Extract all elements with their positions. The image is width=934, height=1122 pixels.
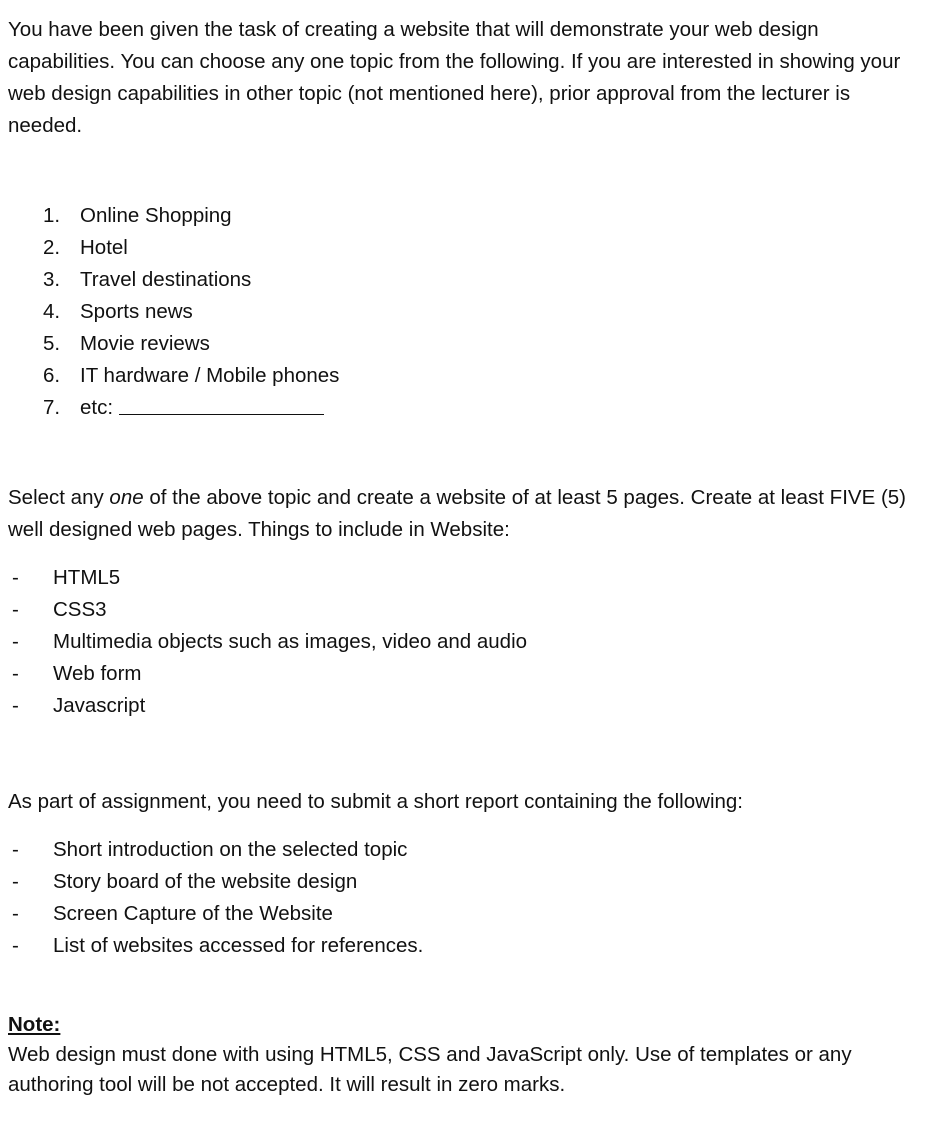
topic-label: etc: bbox=[80, 396, 114, 419]
requirement-label: CSS3 bbox=[53, 598, 107, 621]
dash-bullet: - bbox=[12, 630, 19, 653]
list-item bbox=[43, 200, 339, 232]
list-number: 2. bbox=[43, 236, 61, 259]
list-item bbox=[43, 360, 339, 392]
list-item bbox=[8, 834, 423, 866]
topic-label: IT hardware / Mobile phones bbox=[80, 364, 340, 387]
note-label: Note: bbox=[8, 1013, 61, 1036]
report-item-label: List of websites accessed for references. bbox=[53, 934, 424, 957]
report-requirements-list bbox=[8, 834, 423, 962]
list-number: 1. bbox=[43, 204, 61, 227]
requirement-label: Multimedia objects such as images, video and audio bbox=[53, 630, 528, 653]
requirement-label: Web form bbox=[53, 662, 142, 685]
note-text: Web design must done with using HTML5, CSS and JavaScript only. Use of templates or any authoring tool will be not accepted. It will result in zero marks. bbox=[8, 1043, 852, 1096]
list-item bbox=[43, 392, 339, 424]
list-item bbox=[8, 658, 527, 690]
dash-bullet: - bbox=[12, 870, 19, 893]
report-item-label: Short introduction on the selected topic bbox=[53, 838, 408, 861]
topic-label: Sports news bbox=[80, 300, 193, 323]
list-number: 3. bbox=[43, 268, 61, 291]
report-item-label: Story board of the website design bbox=[53, 870, 358, 893]
fill-in-blank-line bbox=[119, 392, 324, 415]
dash-bullet: - bbox=[12, 598, 19, 621]
list-item bbox=[43, 264, 339, 296]
website-requirements-list bbox=[8, 562, 527, 722]
list-number: 7. bbox=[43, 396, 61, 419]
topic-label: Movie reviews bbox=[80, 332, 210, 355]
select-paragraph bbox=[8, 482, 918, 546]
list-item bbox=[8, 690, 527, 722]
list-item bbox=[8, 626, 527, 658]
list-item bbox=[8, 866, 423, 898]
select-text-after: of the above topic and create a website of at least 5 pages. Create at least FIVE (5) well designed web pages. Things to include in Website: bbox=[8, 486, 906, 541]
list-item bbox=[8, 594, 527, 626]
select-emphasis: one bbox=[109, 486, 144, 509]
dash-bullet: - bbox=[12, 662, 19, 685]
list-item bbox=[43, 296, 339, 328]
dash-bullet: - bbox=[12, 566, 19, 589]
list-item bbox=[8, 562, 527, 594]
list-number: 4. bbox=[43, 300, 61, 323]
list-number: 6. bbox=[43, 364, 61, 387]
list-item bbox=[8, 930, 423, 962]
select-text-before: Select any bbox=[8, 486, 110, 509]
requirement-label: Javascript bbox=[53, 694, 146, 717]
topic-label: Travel destinations bbox=[80, 268, 252, 291]
topic-label: Hotel bbox=[80, 236, 128, 259]
report-item-label: Screen Capture of the Website bbox=[53, 902, 333, 925]
intro-paragraph: You have been given the task of creating a website that will demonstrate your web design capabilities. You can choose any one topic from the following. If you are interested in showing your web design capabilities in other topic (not mentioned here), prior approval from the lecturer is needed. bbox=[8, 18, 901, 137]
dash-bullet: - bbox=[12, 838, 19, 861]
report-intro-paragraph: As part of assignment, you need to submit a short report containing the following: bbox=[8, 790, 743, 813]
topic-label: Online Shopping bbox=[80, 204, 232, 227]
list-number: 5. bbox=[43, 332, 61, 355]
dash-bullet: - bbox=[12, 934, 19, 957]
requirement-label: HTML5 bbox=[53, 566, 121, 589]
list-item bbox=[43, 232, 339, 264]
assignment-document bbox=[8, 14, 918, 1096]
dash-bullet: - bbox=[12, 902, 19, 925]
topic-list bbox=[43, 200, 339, 424]
dash-bullet: - bbox=[12, 694, 19, 717]
note-section bbox=[8, 1010, 923, 1100]
list-item bbox=[43, 328, 339, 360]
list-item bbox=[8, 898, 423, 930]
